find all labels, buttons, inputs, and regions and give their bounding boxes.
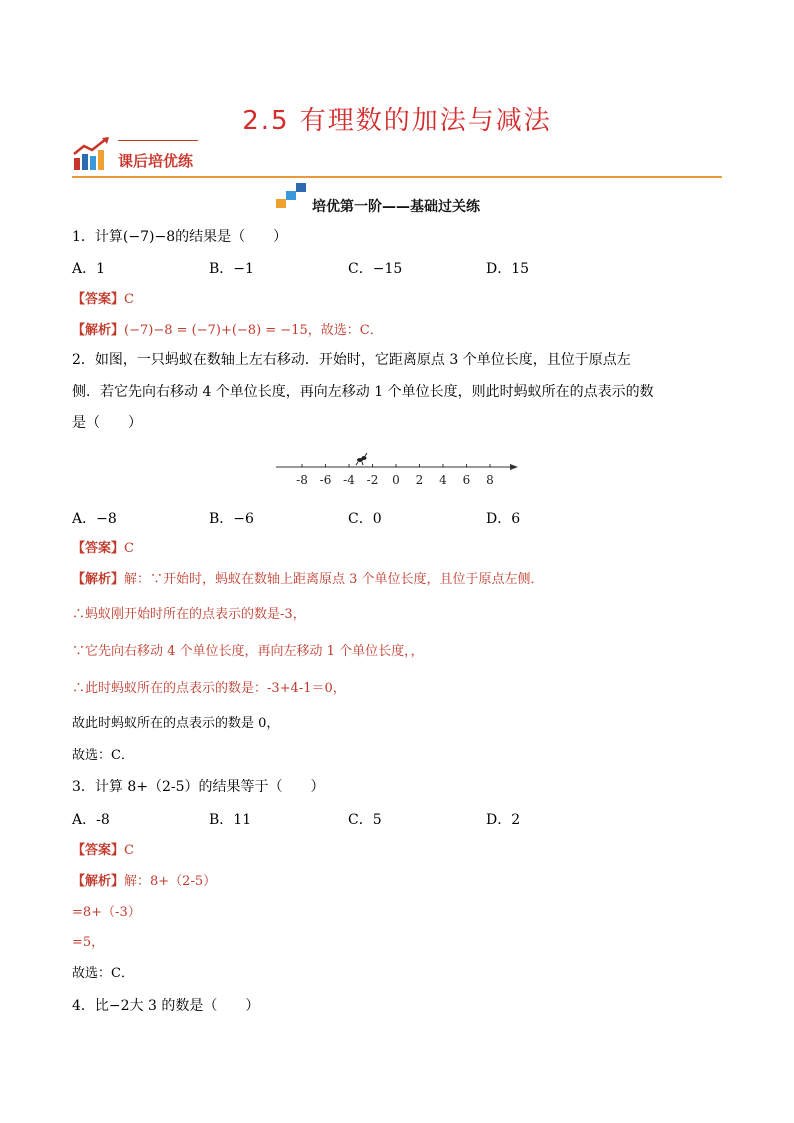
answer-tag: 【答案】 [72, 292, 125, 307]
q1-option-b: B．−1 [209, 261, 254, 277]
q1-analysis-text: (−7)−8 = (−7)+(−8) = −15，故选：C． [124, 323, 383, 338]
q1-options [0, 258, 794, 278]
q1-option-c: C．−15 [348, 261, 403, 277]
q1-option-a: A．1 [72, 261, 106, 277]
chart-growth-icon [72, 136, 112, 172]
number-line-tick-label: 2 [415, 473, 424, 487]
q2-answer-value: C [124, 541, 134, 556]
q2-analysis-line-3: ∵它先向右移动 4 个单位长度，再向左移动 1 个单位长度，， [72, 644, 424, 659]
q3-answer-value: C [124, 843, 134, 858]
q2-analysis-line-6: 故选：C． [72, 748, 134, 763]
q2-option-d: D．6 [486, 511, 521, 527]
q2-option-c: C．0 [348, 511, 382, 527]
page-title: 2.5 有理数的加法与减法 [242, 106, 552, 136]
q3-analysis-line-4: 故选：C． [72, 966, 134, 981]
section-divider [72, 176, 722, 178]
number-line-figure [272, 450, 522, 490]
number-line-tick-label: -8 [296, 473, 308, 487]
q2-option-b: B．−6 [209, 511, 254, 527]
subheading: 培优第一阶——基础过关练 [312, 199, 480, 215]
q2-analysis [72, 569, 544, 590]
q2-answer [72, 538, 134, 559]
q1-analysis [72, 320, 383, 341]
number-line-tick-label: -6 [319, 473, 332, 487]
q3-analysis-line-1: 解：8+（2-5） [124, 874, 217, 889]
q2-analysis-line-4: ∴此时蚂蚁所在的点表示的数是：-3+4-1＝0， [72, 681, 346, 696]
q3-analysis [72, 871, 216, 892]
q2-analysis-line-5: 故此时蚂蚁所在的点表示的数是 0， [72, 716, 280, 731]
q2-stem-line-3: 是（ ） [72, 415, 142, 431]
q2-stem-line-2: 侧．若它先向右移动 4 个单位长度，再向左移动 1 个单位长度，则此时蚂蚁所在的点表示的数 [72, 384, 654, 400]
q3-analysis-line-2: =8+（-3） [72, 905, 141, 920]
q1-option-d: D．15 [486, 261, 530, 277]
analysis-tag: 【解析】 [72, 874, 125, 889]
q1-answer-value: C [124, 292, 134, 307]
section-top-rule [118, 140, 198, 141]
q1-stem: 1．计算(−7)−8的结果是（ ） [72, 229, 288, 245]
number-line-tick-label: 8 [486, 473, 494, 487]
q3-option-b: B．11 [209, 812, 252, 828]
q2-analysis-line-2: ∴蚂蚁刚开始时所在的点表示的数是-3， [72, 607, 306, 622]
q3-option-d: D．2 [486, 812, 521, 828]
q4-stem: 4．比−2大 3 的数是（ ） [72, 998, 260, 1014]
number-line-tick-label: 0 [392, 473, 400, 487]
analysis-tag: 【解析】 [72, 572, 125, 587]
number-line-tick-label: 6 [462, 473, 471, 487]
q1-answer [72, 289, 134, 310]
number-line-tick-label: -4 [343, 473, 355, 487]
answer-tag: 【答案】 [72, 541, 125, 556]
analysis-tag: 【解析】 [72, 323, 125, 338]
answer-tag: 【答案】 [72, 843, 125, 858]
stairs-icon [276, 183, 306, 209]
ant-icon [356, 453, 367, 465]
q2-analysis-line-1: 解：∵开始时，蚂蚁在数轴上距离原点 3 个单位长度，且位于原点左侧． [124, 572, 544, 587]
q3-stem: 3．计算 8+（2-5）的结果等于（ ） [72, 779, 325, 795]
number-line-tick-label: -2 [366, 473, 379, 487]
q3-analysis-line-3: =5， [72, 935, 105, 950]
q3-answer [72, 840, 134, 861]
q3-option-a: A．-8 [72, 812, 110, 828]
q3-option-c: C．5 [348, 812, 382, 828]
q2-option-a: A．−8 [72, 511, 117, 527]
section-label: 课后培优练 [118, 152, 194, 170]
q2-options [0, 508, 794, 528]
q3-options [0, 809, 794, 829]
axis-arrow [510, 464, 518, 470]
q2-stem-line-1: 2．如图，一只蚂蚁在数轴上左右移动．开始时，它距离原点 3 个单位长度，且位于原点左 [72, 352, 631, 368]
number-line-tick-label: 4 [439, 473, 447, 487]
